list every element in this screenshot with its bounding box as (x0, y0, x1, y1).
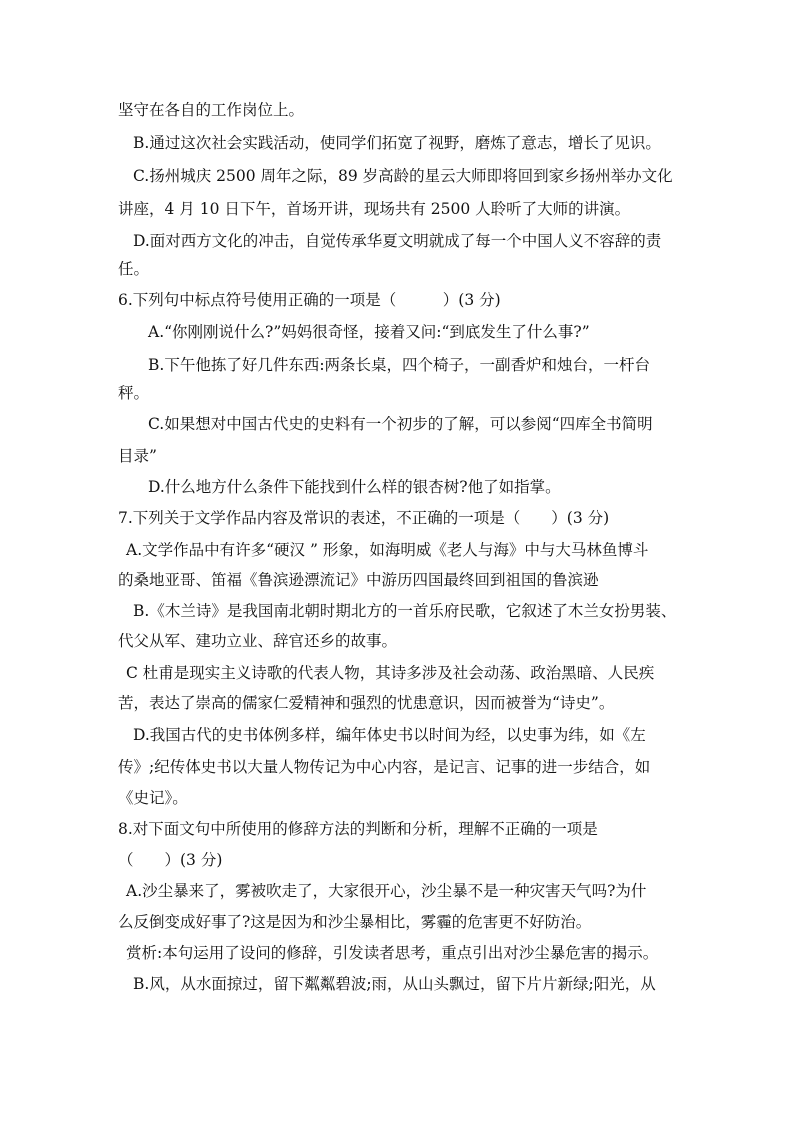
option-a: A.“你刚刚说什么?”妈妈很奇怪，接着又问:“到底发生了什么事?” (148, 323, 590, 341)
text-line: 代父从军、建功立业、辞官还乡的故事。 (118, 632, 398, 650)
option-c: C 杜甫是现实主义诗歌的代表人物，其诗多涉及社会动荡、政治黑暗、人民疾 (126, 664, 655, 682)
text-line: 任。 (118, 260, 150, 278)
text-line: 讲座，4 月 10 日下午，首场开讲，现场共有 2500 人聆听了大师的讲演。 (118, 200, 631, 218)
text-line: C.扬州城庆 2500 周年之际，89 岁高龄的星云大师即将回到家乡扬州举办文化 (133, 167, 673, 185)
text-line: 么反倒变成好事了?这是因为和沙尘暴相比，雾霾的危害更不好防治。 (118, 913, 592, 931)
option-a: A.文学作品中有许多“硬汉 ” 形象，如海明威《老人与海》中与大马林鱼博斗 (126, 541, 649, 559)
text-line: 传》;纪传体史书以大量人物传记为中心内容，是记言、记事的进一步结合，如 (118, 758, 651, 776)
analysis-text: 赏析:本句运用了设问的修辞，引发读者思考，重点引出对沙尘暴危害的揭示。 (126, 944, 659, 962)
option-c: C.如果想对中国古代史的史料有一个初步的了解，可以参阅“四库全书简明 (148, 415, 653, 433)
text-line: 《史记》。 (118, 789, 188, 807)
option-d: D.什么地方什么条件下能找到什么样的银杏树?他了如指掌。 (148, 478, 561, 496)
text-line: 的桑地亚哥、笛福《鲁滨逊漂流记》中游历四国最终回到祖国的鲁滨逊 (118, 571, 599, 589)
question-8-stem: 8.对下面文句中所使用的修辞方法的判断和分析，理解不正确的一项是 (118, 820, 598, 838)
option-a: A.沙尘暴来了，雾被吹走了，大家很开心，沙尘暴不是一种灾害天气吗?为什 (126, 882, 647, 900)
text-line: D.面对西方文化的冲击，自觉传承华夏文明就成了每一个中国人义不容辞的责 (133, 232, 662, 250)
question-7-stem: 7.下列关于文学作品内容及常识的表述，不正确的一项是（ ）(3 分) (118, 509, 610, 527)
option-b: B.下午他拣了好几件东西:两条长桌，四个椅子，一副香炉和烛台，一杆台 (148, 356, 651, 374)
text-line: （ ）(3 分) (118, 851, 223, 869)
text-line: B.通过这次社会实践活动，使同学们拓宽了视野，磨炼了意志，增长了见识。 (133, 134, 661, 152)
option-b: B.风，从水面掠过，留下粼粼碧波;雨，从山头飘过，留下片片新绿;阳光，从 (133, 975, 656, 993)
text-line: 坚守在各自的工作岗位上。 (118, 101, 305, 119)
text-line: 秤。 (118, 384, 150, 402)
text-line: 苦，表达了崇高的儒家仁爱精神和强烈的忧患意识，因而被誉为“诗史”。 (118, 694, 615, 712)
text-line: 目录” (118, 447, 157, 465)
option-d: D.我国古代的史书体例多样，编年体史书以时间为经，以史事为纬，如《左 (133, 726, 646, 744)
option-b: B.《木兰诗》是我国南北朝时期北方的一首乐府民歌，它叙述了木兰女扮男装、 (133, 602, 677, 620)
question-6-stem: 6.下列句中标点符号使用正确的一项是（ ）(3 分) (118, 291, 501, 309)
